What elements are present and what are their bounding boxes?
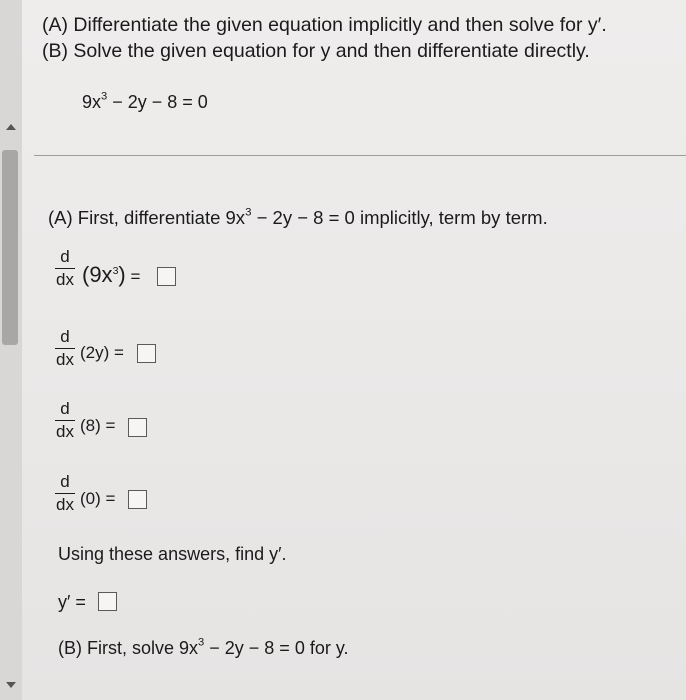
scrollbar[interactable]	[0, 0, 22, 700]
answer-box-d-8[interactable]	[128, 418, 147, 437]
using-answers-text: Using these answers, find y′.	[58, 544, 287, 564]
part-b-intro	[58, 638, 349, 659]
derivative-term-0: (0) =	[80, 489, 116, 508]
equation-exponent: 3	[101, 90, 108, 103]
derivative-operator: d dx	[56, 247, 74, 289]
part-b-intro-suffix: − 2y − 8 = 0 for y.	[204, 638, 349, 658]
answer-box-yprime[interactable]	[98, 592, 117, 611]
part-a-intro-exponent: 3	[245, 206, 252, 219]
given-equation	[82, 92, 208, 113]
derivative-term-9x3: $(9x^3)$ =	[82, 262, 141, 287]
derivative-term-2y: (2y) =	[80, 343, 124, 362]
yprime-label: y′ =	[58, 592, 86, 612]
part-b-instruction: (B) Solve the given equation for y and then differentiate directly.	[42, 40, 590, 62]
section-divider	[34, 155, 686, 156]
derivative-operator: d dx	[56, 472, 74, 514]
equation-rest: − 2y − 8 = 0	[107, 92, 208, 112]
equation-term: 9x	[82, 92, 102, 112]
derivative-term-8: (8) =	[80, 416, 116, 435]
part-a-intro	[48, 207, 548, 229]
derivative-operator: d dx	[56, 399, 74, 441]
answer-box-d-2y[interactable]	[137, 344, 156, 363]
part-a-intro-text: (A) First, differentiate 9x	[48, 207, 246, 228]
question-content	[22, 0, 686, 700]
scroll-up-icon[interactable]	[6, 124, 16, 130]
part-b-intro-text: (B) First, solve 9x	[58, 638, 199, 658]
part-a-instruction: (A) Differentiate the given equation implicitly and then solve for y′.	[42, 14, 607, 36]
derivative-operator: d dx	[56, 327, 74, 369]
scroll-down-icon[interactable]	[6, 682, 16, 688]
part-a-intro-suffix: − 2y − 8 = 0 implicitly, term by term.	[251, 207, 548, 228]
scroll-thumb[interactable]	[2, 150, 18, 345]
part-b-intro-exponent: 3	[198, 636, 205, 649]
answer-box-d-0[interactable]	[128, 490, 147, 509]
answer-box-d-9x3[interactable]	[157, 267, 176, 286]
